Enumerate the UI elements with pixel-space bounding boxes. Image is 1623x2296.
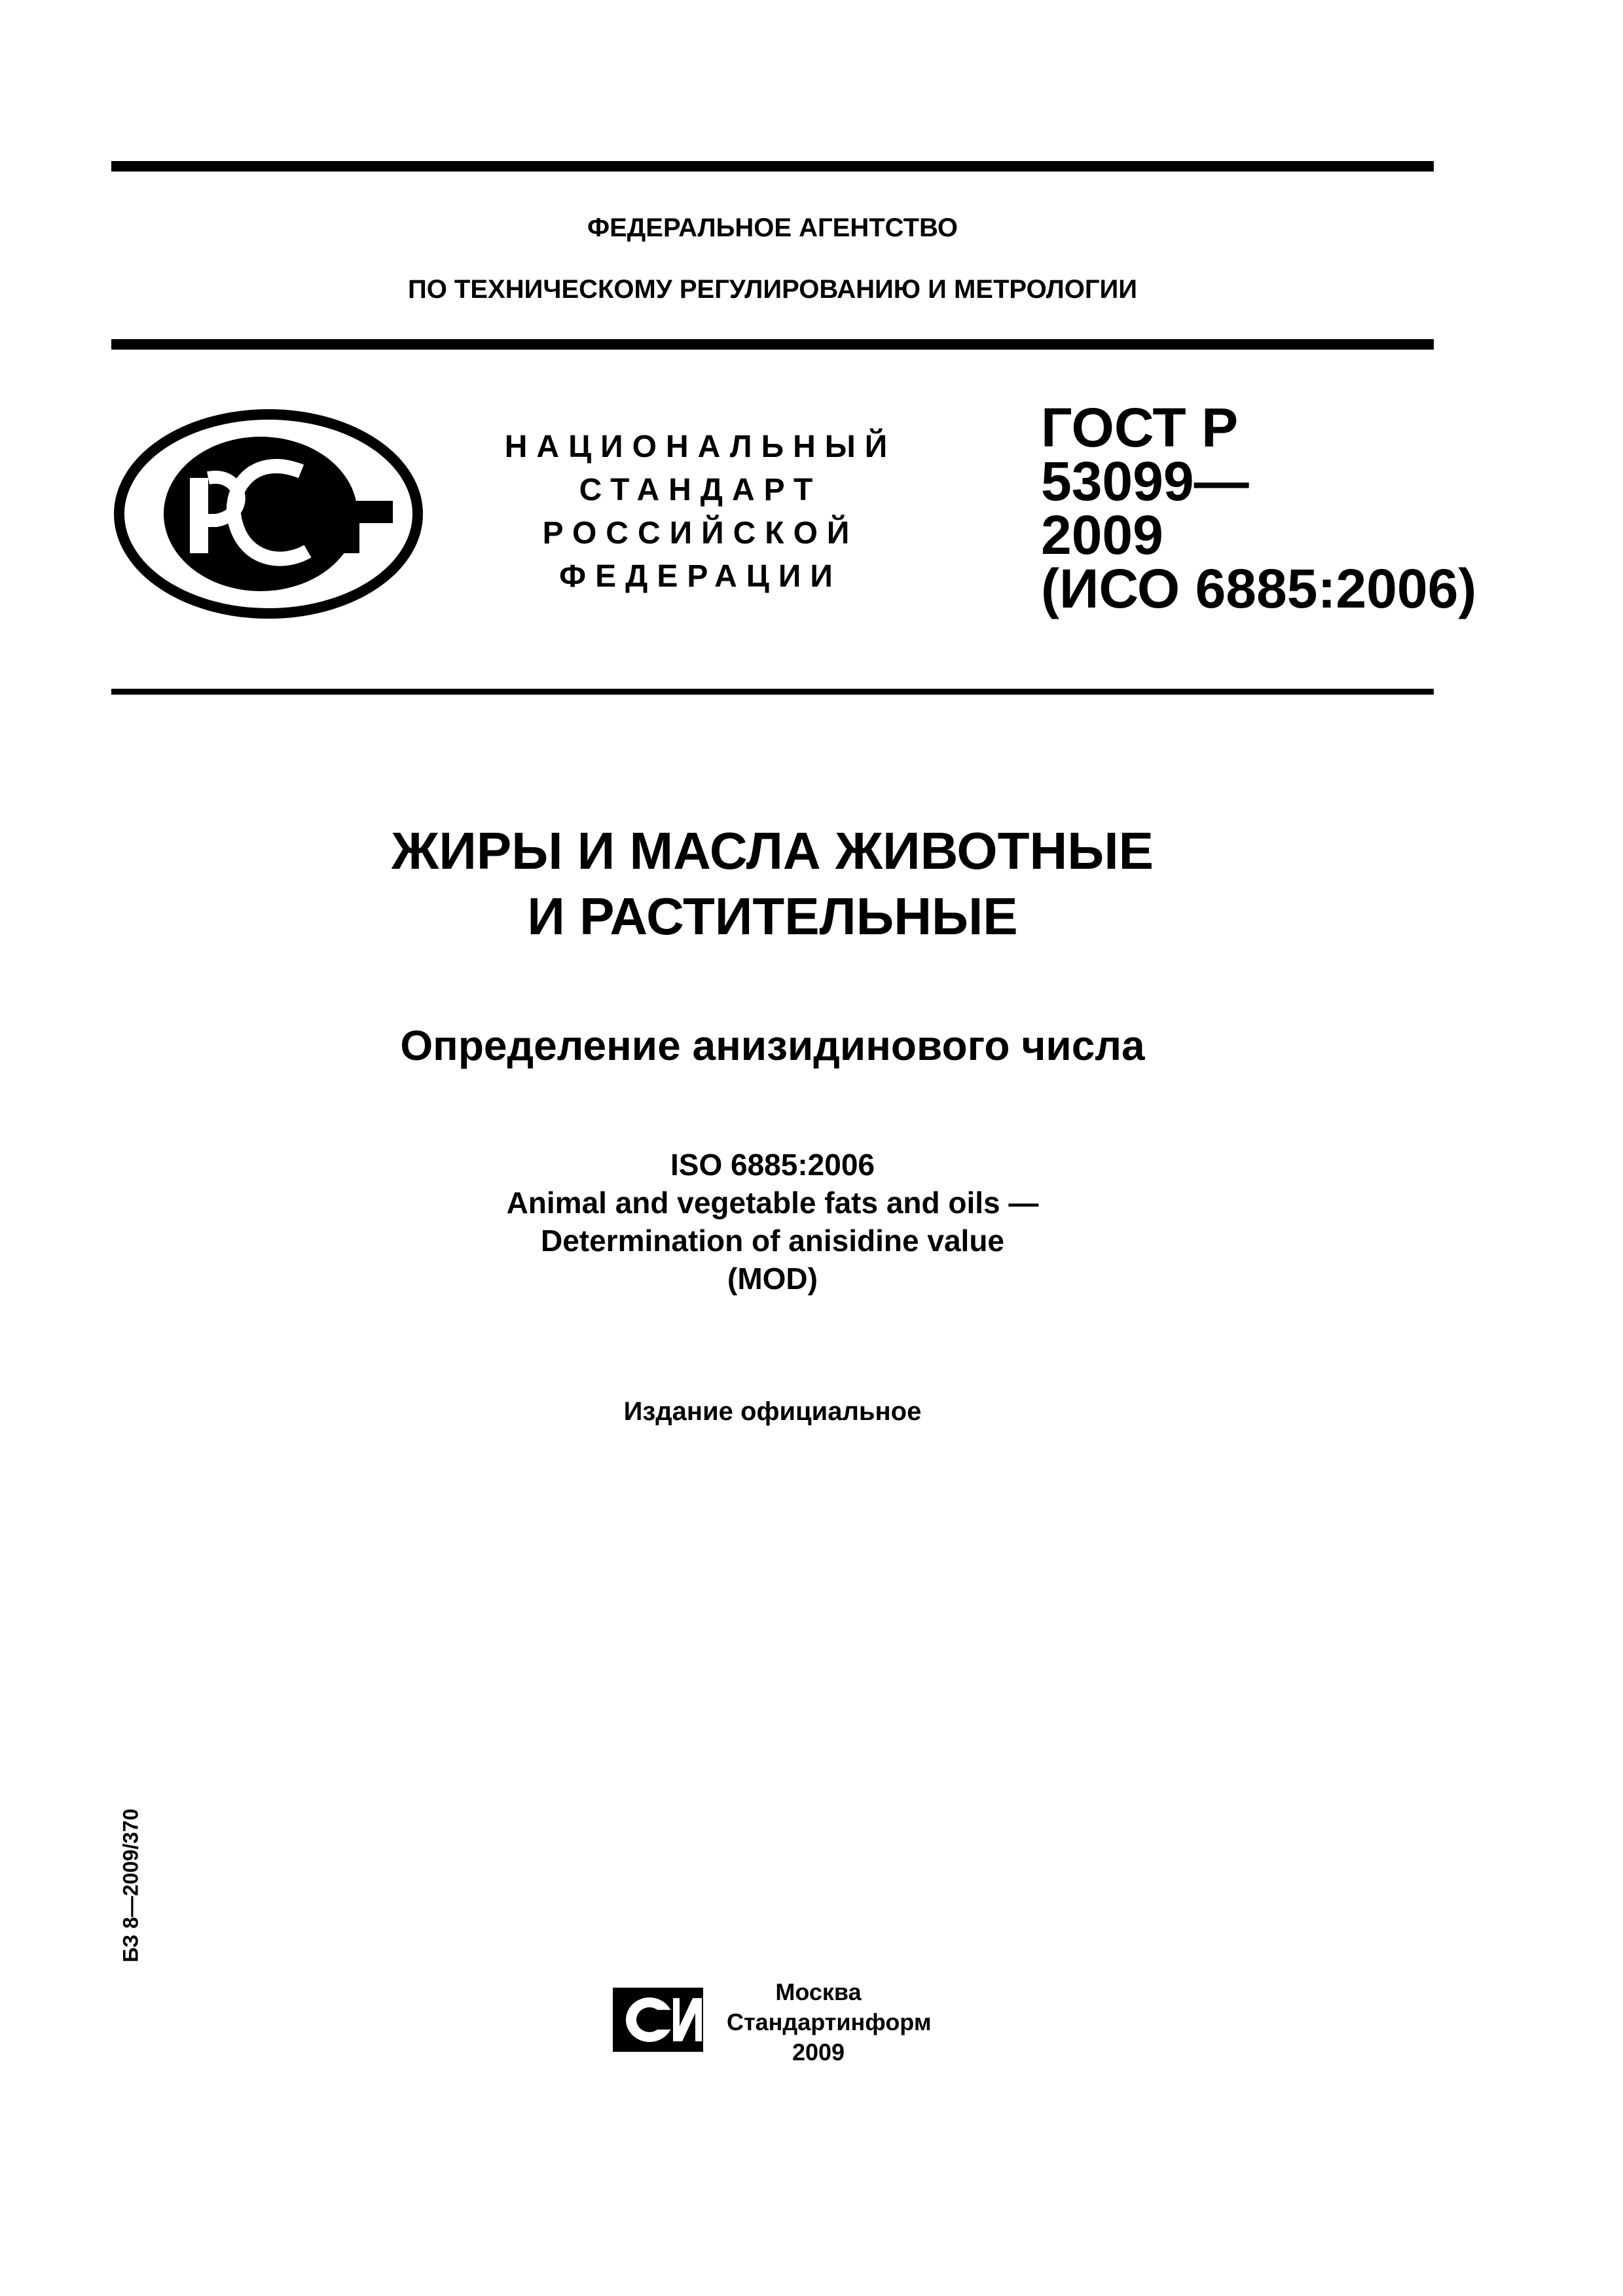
national-standard-label [471, 426, 930, 598]
top-rule [111, 161, 1434, 172]
publisher-city: Москва [775, 1978, 862, 2005]
iso-line: (MOD) [727, 1262, 818, 1296]
gost-line: 53099— [1041, 450, 1249, 512]
agency-name-line2: ПО ТЕХНИЧЕСКОМУ РЕГУЛИРОВАНИЮ И МЕТРОЛОГИИ [407, 275, 1138, 304]
header-bottom-rule [111, 339, 1434, 350]
national-standard-line: ФЕДЕРАЦИИ [559, 559, 842, 594]
gost-line: ГОСТ Р [1041, 397, 1239, 458]
national-standard-line: НАЦИОНАЛЬНЫЙ [504, 429, 897, 464]
iso-line: ISO 6885:2006 [670, 1148, 875, 1182]
edition-label: Издание официальное [623, 1397, 922, 1426]
title-line: ЖИРЫ И МАСЛА ЖИВОТНЫЕ [392, 822, 1154, 880]
national-standard-line: СТАНДАРТ [579, 473, 822, 507]
publisher-name: Стандартинформ [727, 2009, 932, 2035]
national-standard-line: РОССИЙСКОЙ [542, 516, 859, 551]
title-top-rule [111, 689, 1434, 695]
iso-reference [111, 1146, 1434, 1298]
publisher-info [727, 1977, 932, 2068]
iso-line: Determination of anisidine value [540, 1224, 1005, 1258]
document-subtitle: Определение анизидинового числа [400, 1022, 1145, 1069]
publisher-year: 2009 [792, 2039, 845, 2066]
agency-name-line1: ФЕДЕРАЛЬНОЕ АГЕНТСТВО [587, 213, 958, 242]
title-line: И РАСТИТЕЛЬНЫЕ [527, 887, 1018, 945]
iso-line: Animal and vegetable fats and oils — [506, 1186, 1039, 1220]
standartinform-logo-icon [609, 1984, 707, 2056]
document-title [111, 818, 1434, 949]
side-code: БЗ 8—2009/370 [119, 1808, 143, 1963]
gost-line: (ИСО 6885:2006) [1041, 558, 1477, 619]
gost-line: 2009 [1041, 504, 1163, 566]
gost-designation [1041, 397, 1477, 619]
rst-certification-logo-icon [111, 406, 426, 622]
